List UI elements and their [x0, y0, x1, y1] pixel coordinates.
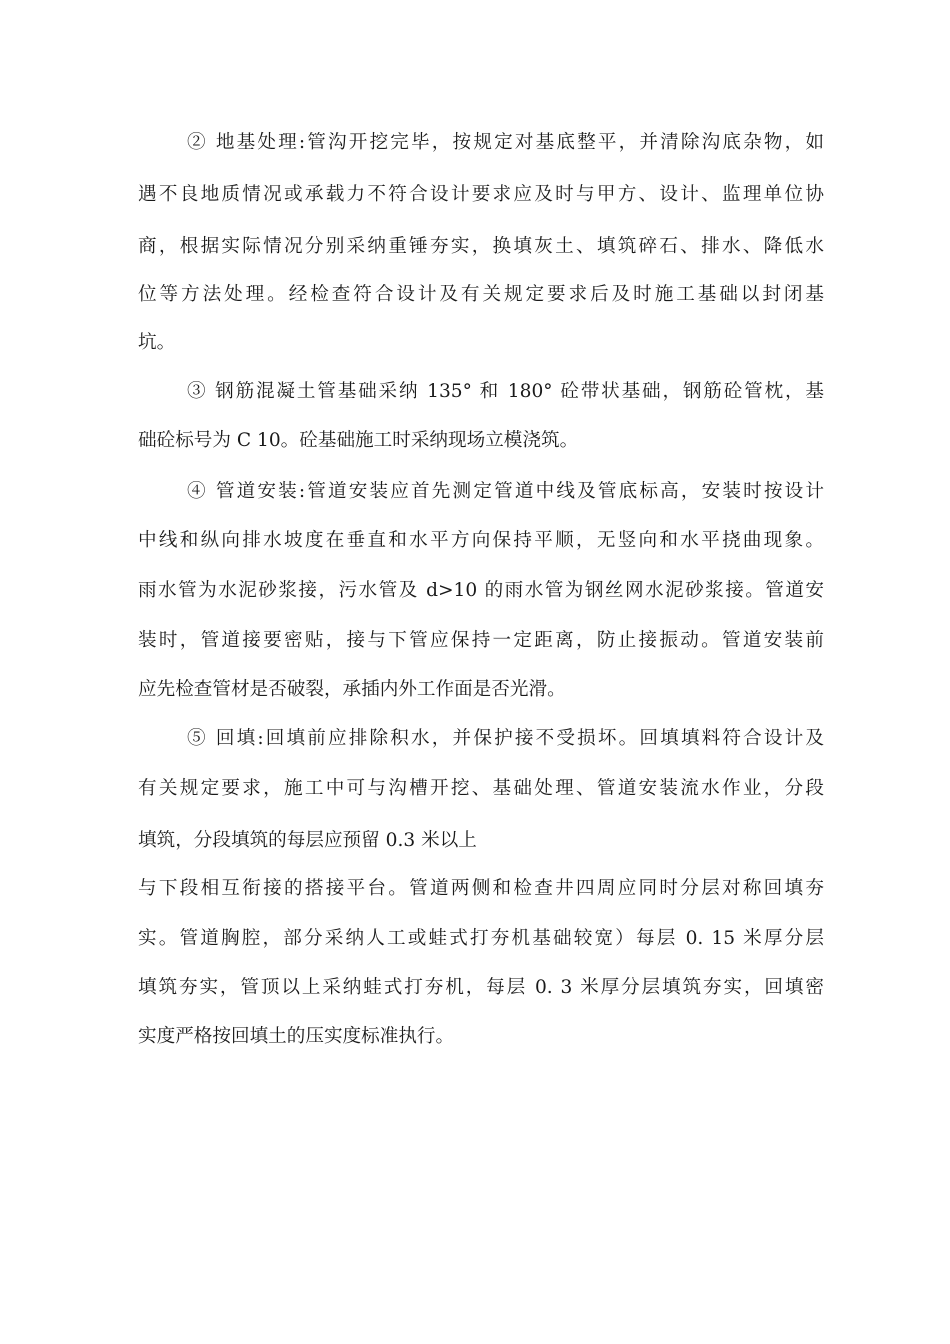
paragraph-2-line-2: 遇不良地质情况或承载力不符合设计要求应及时与甲方、设计、监理单位协: [138, 184, 824, 205]
paragraph-2-line-1: ② 地基处理:管沟开挖完毕，按规定对基底整平，并清除沟底杂物，如: [187, 132, 824, 153]
paragraph-5-line-4: 与下段相互衔接的搭接平台。管道两侧和检查井四周应同时分层对称回填夯: [138, 878, 824, 899]
paragraph-4-line-2: 中线和纵向排水坡度在垂直和水平方向保持平顺，无竖向和水平挠曲现象。: [138, 530, 824, 551]
paragraph-4-line-1: ④ 管道安装:管道安装应首先测定管道中线及管底标高，安装时按设计: [187, 481, 824, 502]
paragraph-5-line-3: 填筑，分段填筑的每层应预留 0.3 米以上: [138, 830, 477, 851]
paragraph-3-line-2: 础砼标号为 C 10。砼基础施工时采纳现场立模浇筑。: [138, 430, 579, 451]
paragraph-5-line-5: 实。管道胸腔，部分采纳人工或蛙式打夯机基础较宽）每层 0. 15 米厚分层: [138, 928, 824, 949]
paragraph-2-line-5: 坑。: [138, 332, 176, 353]
paragraph-2-line-4: 位等方法处理。经检查符合设计及有关规定要求后及时施工基础以封闭基: [138, 284, 824, 305]
paragraph-5-line-6: 填筑夯实，管顶以上采纳蛙式打夯机，每层 0. 3 米厚分层填筑夯实，回填密: [138, 977, 824, 998]
paragraph-5-line-7: 实度严格按回填土的压实度标准执行。: [138, 1026, 455, 1047]
paragraph-2-line-3: 商，根据实际情况分别采纳重锤夯实，换填灰土、填筑碎石、排水、降低水: [138, 236, 824, 257]
paragraph-4-line-5: 应先检查管材是否破裂，承插内外工作面是否光滑。: [138, 679, 566, 700]
paragraph-4-line-3: 雨水管为水泥砂浆接，污水管及 d>10 的雨水管为钢丝网水泥砂浆接。管道安: [138, 580, 824, 601]
paragraph-4-line-4: 装时，管道接要密贴，接与下管应保持一定距离，防止接振动。管道安装前: [138, 630, 824, 651]
paragraph-5-line-2: 有关规定要求，施工中可与沟槽开挖、基础处理、管道安装流水作业，分段: [138, 778, 824, 799]
paragraph-3-line-1: ③ 钢筋混凝土管基础采纳 135° 和 180° 砼带状基础，钢筋砼管枕，基: [187, 381, 824, 402]
paragraph-5-line-1: ⑤ 回填:回填前应排除积水，并保护接不受损坏。回填填料符合设计及: [187, 728, 824, 749]
